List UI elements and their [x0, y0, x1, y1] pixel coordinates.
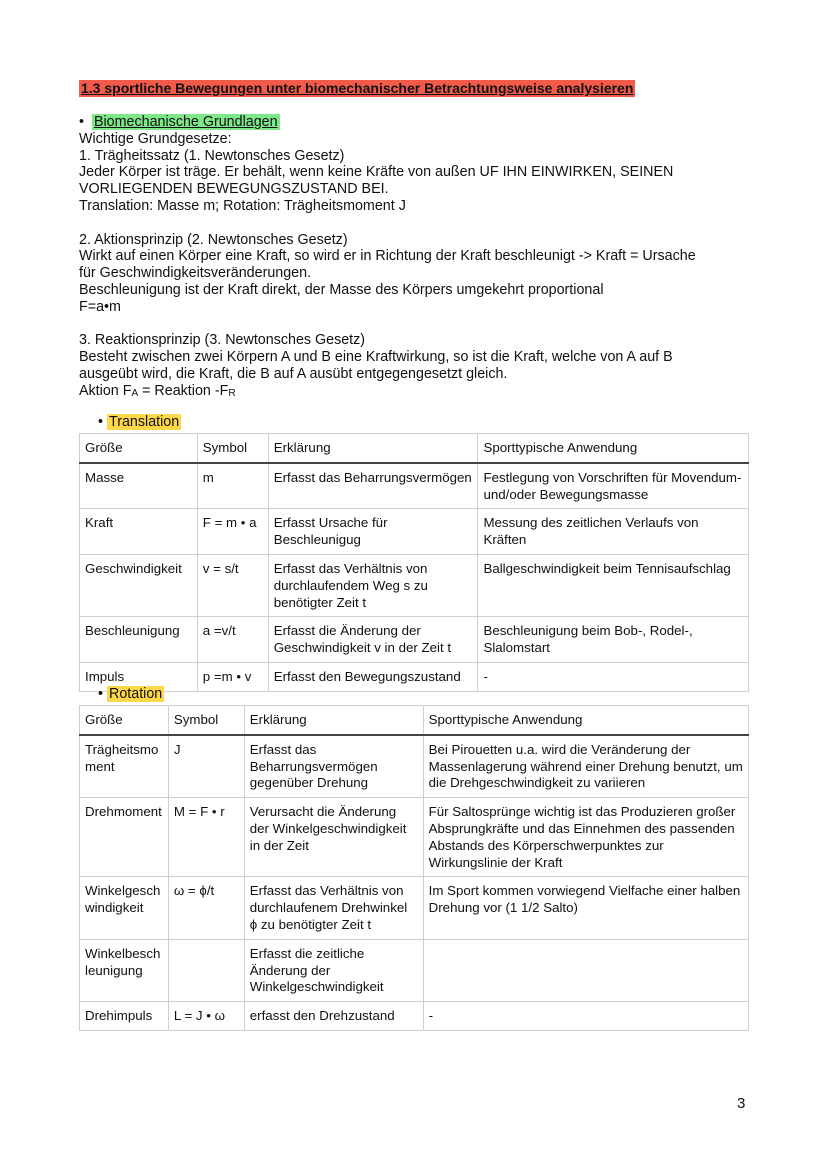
- table-cell: Winkelbeschleunigung: [80, 939, 169, 1001]
- table-cell: -: [423, 1002, 748, 1031]
- law3-title: 3. Reaktionsprinzip (3. Newtonsches Gesetz): [79, 332, 366, 349]
- table-row: [80, 735, 749, 798]
- table-cell: Erfasst Ursache für Beschleunigug: [268, 509, 478, 555]
- rotation-header-cell: Sporttypische Anwendung: [423, 706, 748, 735]
- law2-title: 2. Aktionsprinzip (2. Newtonsches Gesetz): [79, 231, 348, 248]
- rotation-heading: Rotation: [109, 686, 163, 702]
- table-cell: Masse: [80, 463, 198, 509]
- table-cell: erfasst den Drehzustand: [244, 1002, 423, 1031]
- table-row: [80, 554, 749, 616]
- table-cell: Im Sport kommen vorwiegend Vielfache einer halben Drehung vor (1 1/2 Salto): [423, 877, 748, 939]
- table-cell: F = m • a: [197, 509, 268, 555]
- law2-line: für Geschwindigkeitsveränderungen.: [79, 265, 312, 282]
- table-row: [80, 617, 749, 663]
- table-cell: Erfasst das Verhältnis von durchlaufenem Drehwinkel ϕ zu benötigter Zeit t: [244, 877, 423, 939]
- table-cell: Winkelgeschwindigkeit: [80, 877, 169, 939]
- table-row: [80, 463, 749, 509]
- table-cell: -: [478, 662, 749, 691]
- table-row: [80, 939, 749, 1001]
- table-cell: Kraft: [80, 509, 198, 555]
- table-cell: Erfasst die Änderung der Geschwindigkeit v in der Zeit t: [268, 617, 478, 663]
- table-cell: v = s/t: [197, 554, 268, 616]
- law3-formula-part: Aktion F: [79, 382, 132, 399]
- table-cell: Festlegung von Vorschriften für Movendum- und/oder Bewegungsmasse: [478, 463, 749, 509]
- translation-header-cell: Erklärung: [268, 434, 478, 463]
- rotation-header-row: [80, 706, 749, 735]
- table-cell: Erfasst das Verhältnis von durchlaufendem Weg s zu benötigter Zeit t: [268, 554, 478, 616]
- table-row: [80, 798, 749, 877]
- law2-formula: F=a•m: [79, 298, 121, 315]
- table-cell: Beschleunigung: [80, 617, 198, 663]
- law3-subscript: R: [228, 387, 236, 399]
- table-row: [80, 877, 749, 939]
- table-cell: [168, 939, 244, 1001]
- translation-header-cell: Größe: [80, 434, 198, 463]
- table-cell: J: [168, 735, 244, 798]
- table-cell: p =m • v: [197, 662, 268, 691]
- table-cell: Erfasst die zeitliche Änderung der Winkelgeschwindigkeit: [244, 939, 423, 1001]
- translation-table: [79, 433, 749, 692]
- table-cell: Erfasst das Beharrungsvermögen: [268, 463, 478, 509]
- table-cell: L = J • ω: [168, 1002, 244, 1031]
- table-row: [80, 509, 749, 555]
- table-cell: Beschleunigung beim Bob-, Rodel-, Slalomstart: [478, 617, 749, 663]
- table-cell: Ballgeschwindigkeit beim Tennisaufschlag: [478, 554, 749, 616]
- table-cell: ω = ϕ/t: [168, 877, 244, 939]
- table-cell: Geschwindigkeit: [80, 554, 198, 616]
- basics-section: [79, 114, 769, 403]
- table-cell: Trägheitsmoment: [80, 735, 169, 798]
- rotation-header-cell: Erklärung: [244, 706, 423, 735]
- table-cell: a =v/t: [197, 617, 268, 663]
- rotation-table: [79, 705, 749, 1031]
- table-cell: Erfasst den Bewegungszustand: [268, 662, 478, 691]
- law1-line: Translation: Masse m; Rotation: Trägheitsmoment J: [79, 197, 406, 214]
- law2-line: Wirkt auf einen Körper eine Kraft, so wird er in Richtung der Kraft beschleunigt -> Kraft = Ursache: [79, 248, 696, 265]
- table-cell: Impuls: [80, 662, 198, 691]
- table-cell: Messung des zeitlichen Verlaufs von Kräften: [478, 509, 749, 555]
- translation-heading: Translation: [109, 414, 180, 430]
- rotation-header-cell: Größe: [80, 706, 169, 735]
- law2-line: Beschleunigung ist der Kraft direkt, der Masse des Körpers umgekehrt proportional: [79, 281, 604, 298]
- translation-heading-line: [98, 414, 181, 431]
- bullet-icon: •: [98, 414, 104, 430]
- table-cell: Verursacht die Änderung der Winkelgeschwindigkeit in der Zeit: [244, 798, 423, 877]
- law1-line: Jeder Körper ist träge. Er behält, wenn keine Kräfte von außen UF IHN EINWIRKEN, SEINEN: [79, 164, 674, 181]
- law3-subscript: A: [131, 387, 139, 399]
- translation-header-row: [80, 434, 749, 463]
- table-cell: Bei Pirouetten u.a. wird die Veränderung der Massenlagerung während einer Drehung benutzt, um die Drehgeschwindigkeit zu variieren: [423, 735, 748, 798]
- law1-line: VORLIEGENDEN BEWEGUNGSZUSTAND BEI.: [79, 181, 389, 198]
- table-row: [80, 1002, 749, 1031]
- law3-formula: [79, 383, 769, 403]
- page-title: 1.3 sportliche Bewegungen unter biomechanischer Betrachtungsweise analysieren: [81, 80, 634, 96]
- table-cell: Drehmoment: [80, 798, 169, 877]
- law1-title: 1. Trägheitssatz (1. Newtonsches Gesetz): [79, 147, 345, 164]
- table-row: [80, 662, 749, 691]
- table-cell: [423, 939, 748, 1001]
- table-cell: M = F • r: [168, 798, 244, 877]
- translation-header-cell: Symbol: [197, 434, 268, 463]
- basics-heading-line: [79, 114, 769, 131]
- law3-line: Besteht zwischen zwei Körpern A und B eine Kraftwirkung, so ist die Kraft, welche von A auf B: [79, 349, 673, 366]
- table-cell: Drehimpuls: [80, 1002, 169, 1031]
- table-cell: Für Saltosprünge wichtig ist das Produzieren großer Absprungkräfte und das Einnehmen des passenden Abstands des Körperschwerpunktes zur Wirkungslinie der Kraft: [423, 798, 748, 877]
- basics-heading: Biomechanische Grundlagen: [93, 114, 278, 130]
- translation-header-cell: Sporttypische Anwendung: [478, 434, 749, 463]
- law3-line: ausgeübt wird, die Kraft, die B auf A ausübt entgegengesetzt gleich.: [79, 365, 508, 382]
- table-cell: m: [197, 463, 268, 509]
- intro-text: Wichtige Grundgesetze:: [79, 130, 232, 147]
- bullet-icon: •: [98, 686, 104, 702]
- rotation-header-cell: Symbol: [168, 706, 244, 735]
- law3-formula-part: = Reaktion -F: [138, 382, 229, 399]
- bullet-icon: •: [79, 114, 85, 130]
- rotation-heading-line: [98, 686, 164, 703]
- page-number: 3: [737, 1095, 746, 1112]
- table-cell: Erfasst das Beharrungsvermögen gegenüber Drehung: [244, 735, 423, 798]
